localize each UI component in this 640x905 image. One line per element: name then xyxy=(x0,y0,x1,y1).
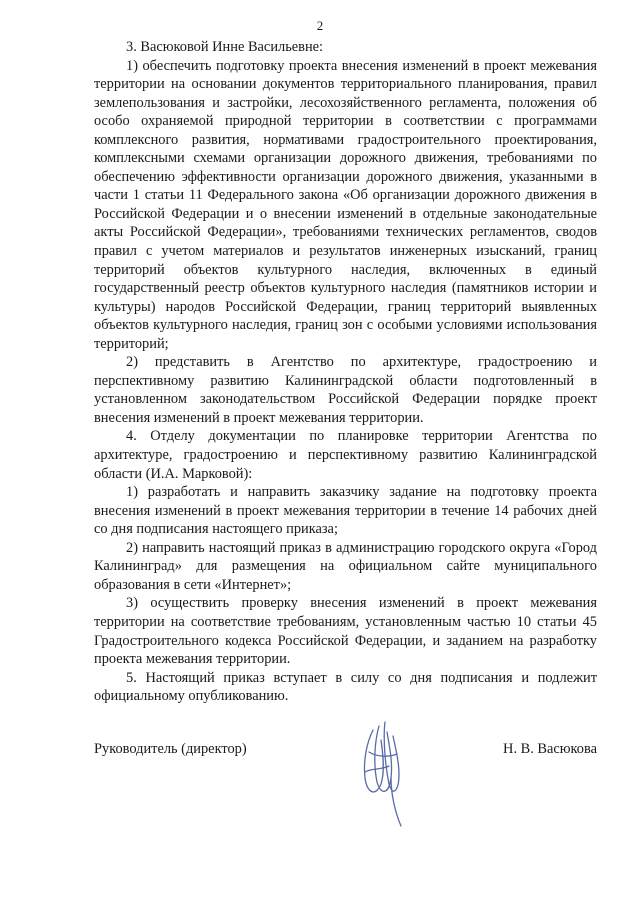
paragraph-item-3-1: 1) обеспечить подготовку проекта внесения изменений в проект межевания территории на основании документов территориального планирования, правил землепользования и застройки, лесохозяйственного регламента, положения об особо охраняемой природной территории в соответствии с программами комплексного развития, нормативами градостроительного проектирования, комплексными схемами организации дорожного движения, требованиями по обеспечению эффективности организации дорожного движения, указанными в части 1 статьи 11 Федерального закона «Об организации дорожного движения в Российской Федерации и о внесении изменений в отдельные законодательные акты Российской Федерации», требованиями технических регламентов, сводов правил с учетом материалов и результатов инженерных изысканий, границ территорий объектов культурного наследия, включенных в единый государственный реестр объектов культурного наследия (памятников истории и культуры) народов Российской Федерации, границ территорий выявленных объектов культурного наследия, границ зон с особыми условиями использования территорий; xyxy=(94,57,597,352)
paragraph-item-3-heading: 3. Васюковой Инне Васильевне: xyxy=(126,39,324,55)
paragraph-item-4-heading: 4. Отделу документации по планировке территории Агентства по архитектуре, градостроению и перспективному развитию Калининградской области (И.А. Марковой): xyxy=(94,428,597,482)
signatory-title: Руководитель (директор) xyxy=(94,741,247,757)
paragraph-item-4-1: 1) разработать и направить заказчику задание на подготовку проекта внесения изменений в проект межевания территории в течение 14 рабочих дней со дня подписания настоящего приказа; xyxy=(94,484,597,538)
signatory-name: Н. В. Васюкова xyxy=(503,741,597,757)
handwritten-signature-icon xyxy=(345,712,415,830)
page-number: 2 xyxy=(316,18,324,33)
paragraph-item-4-3: 3) осуществить проверку внесения изменений в проект межевания территории на соответствие требованиям, установленным частью 10 статьи 45 Градостроительного кодекса Российской Федерации, и заданием на разработку проекта межевания территории. xyxy=(94,595,597,668)
document-body xyxy=(94,38,597,706)
paragraph-item-5: 5. Настоящий приказ вступает в силу со дня подписания и подлежит официальному опубликованию. xyxy=(94,669,597,705)
paragraph-item-3-2: 2) представить в Агентство по архитектуре, градостроению и перспективному развитию Калининградской области подготовленный в установленном законодательством Российской Федерации порядке проект внесения изменений в проект межевания территории. xyxy=(94,354,597,426)
paragraph-item-4-2: 2) направить настоящий приказ в администрацию городского округа «Город Калининград» для размещения на официальном сайте муниципального образования в сети «Интернет»; xyxy=(94,539,597,593)
